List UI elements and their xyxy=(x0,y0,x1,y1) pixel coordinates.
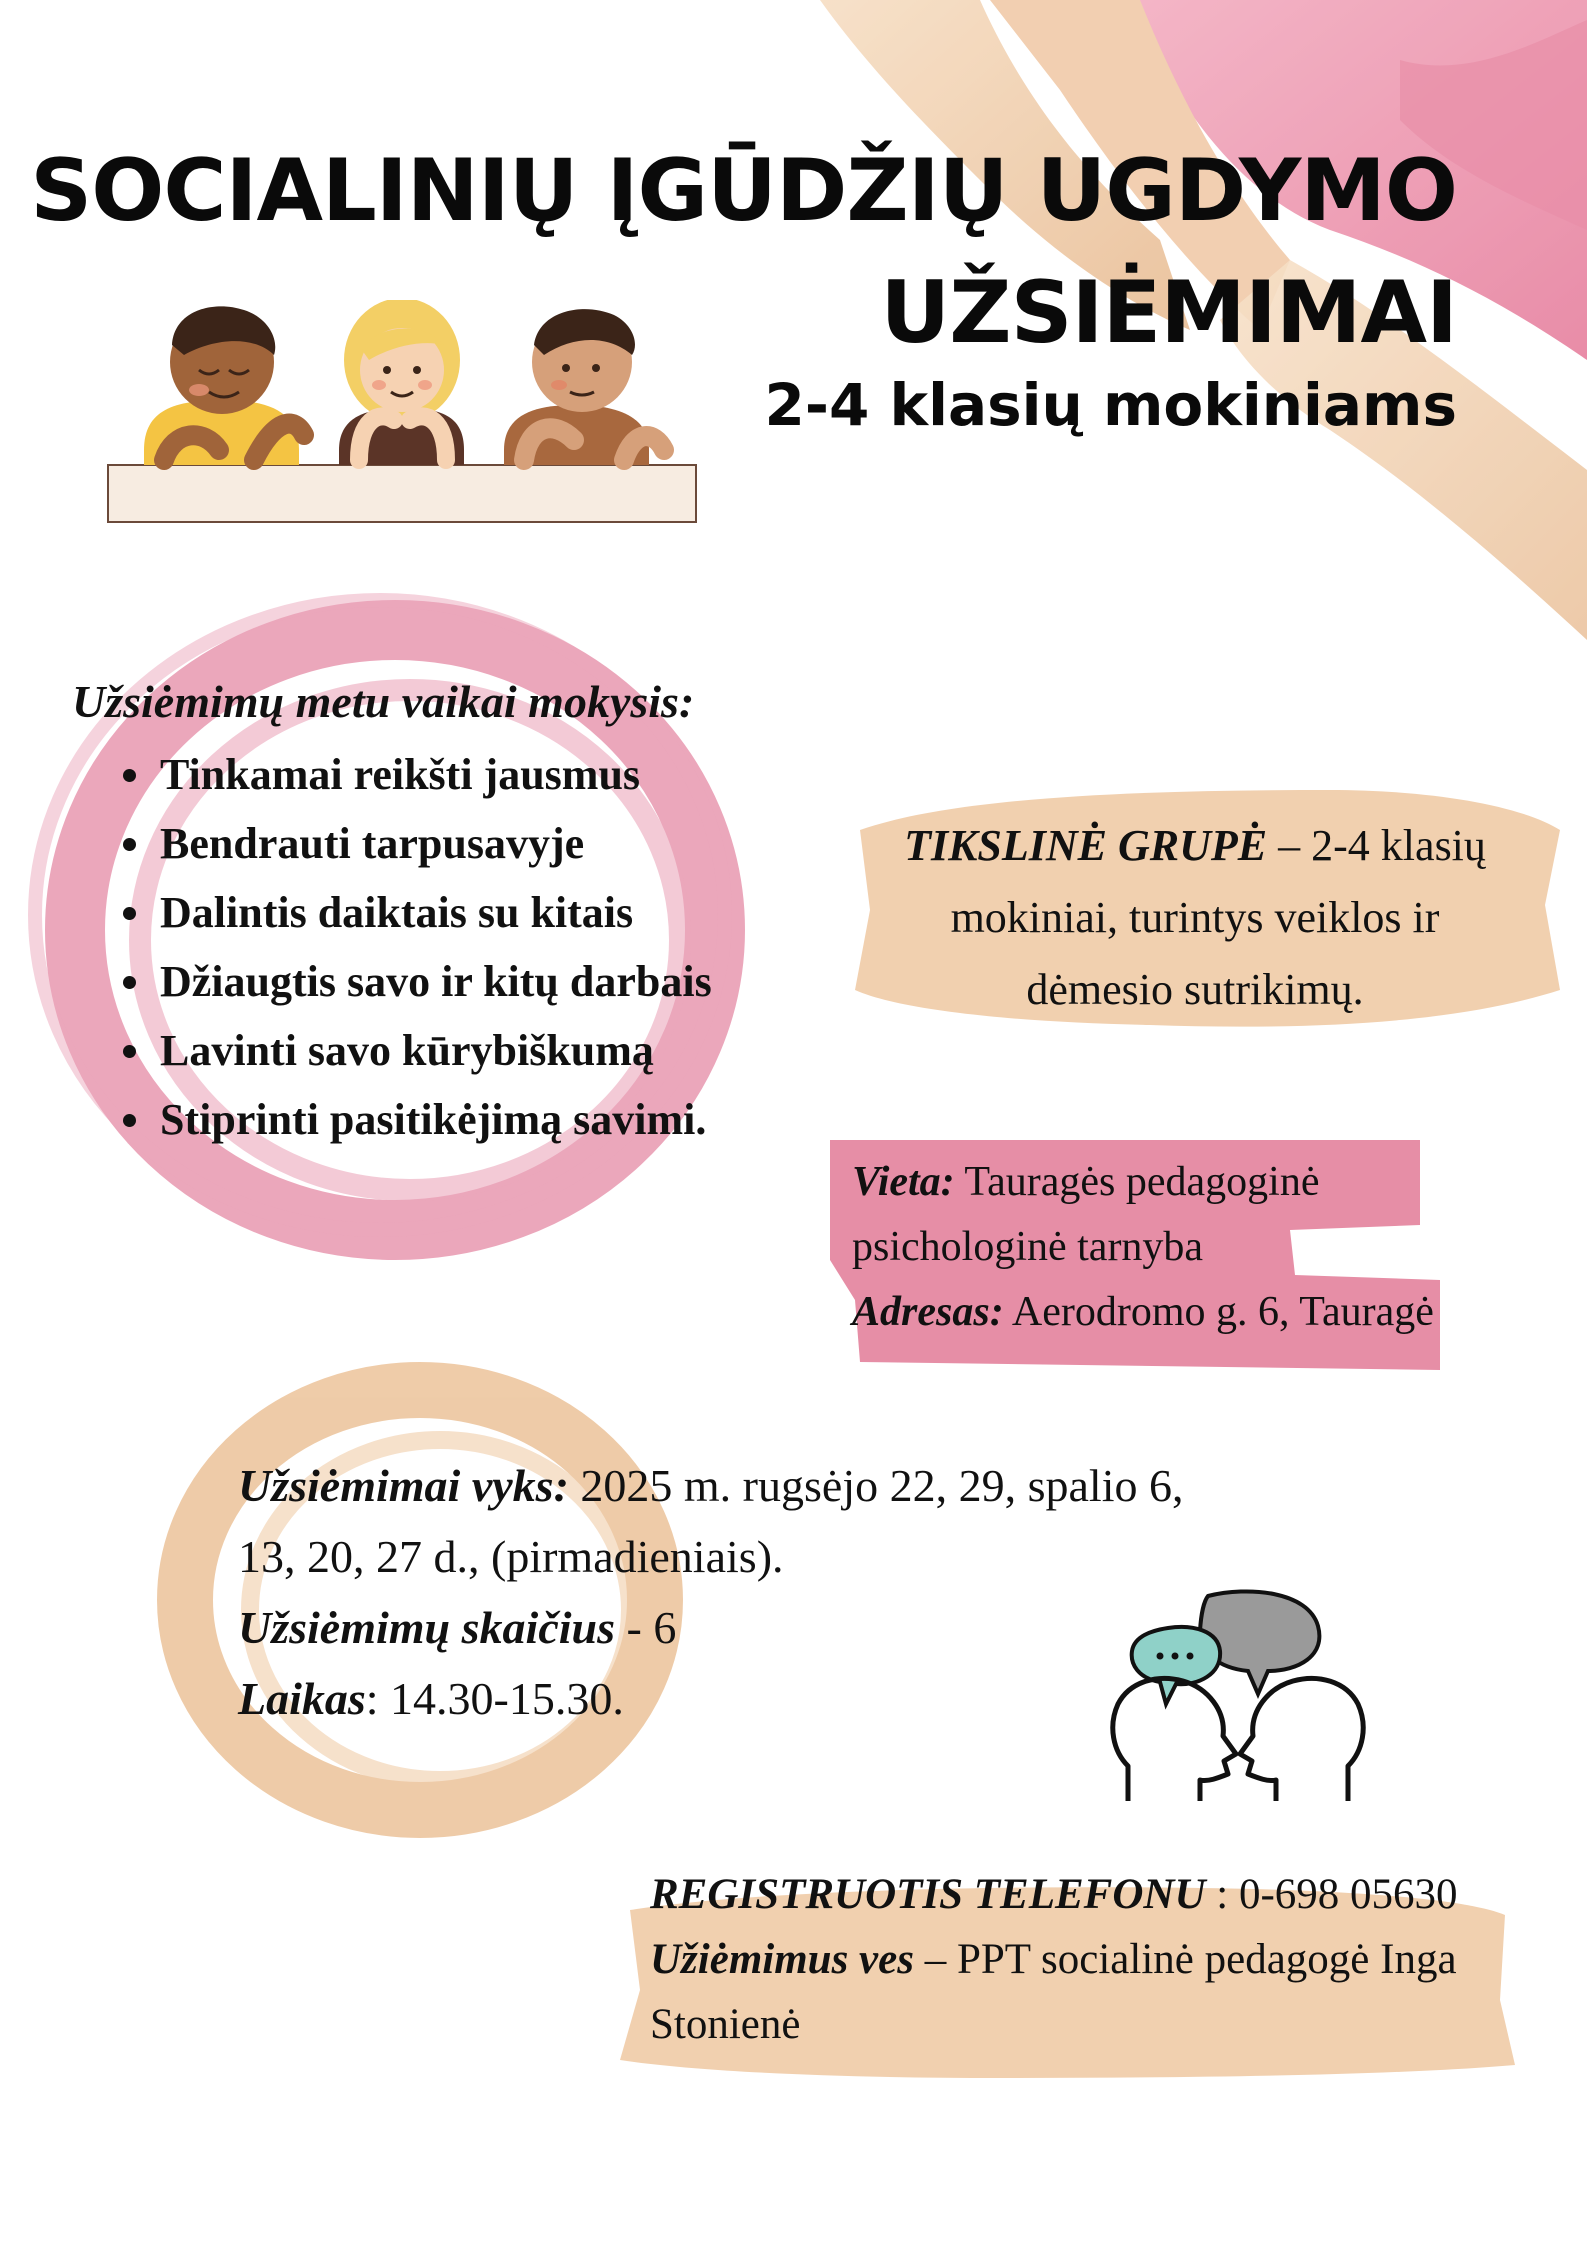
learn-heading: Užsiėmimų metu vaikai mokysis: xyxy=(72,676,695,727)
list-item: • Dalintis daiktais su kitais xyxy=(156,878,712,947)
target-group-label: TIKSLINĖ GRUPĖ xyxy=(904,821,1268,870)
time-line xyxy=(238,1663,1218,1734)
list-item: • Džiaugtis savo ir kitų darbais xyxy=(156,947,712,1016)
list-item: • Stiprinti pasitikėjimą savimi. xyxy=(156,1085,712,1154)
address-value: Aerodromo g. 6, Tauragė xyxy=(1003,1289,1434,1335)
page-subtitle: 2-4 klasių mokiniams xyxy=(764,371,1457,439)
list-item: • Bendrauti tarpusavyje xyxy=(156,809,712,878)
title-line-2: UŽSIĖMIMAI xyxy=(880,263,1457,363)
count-line xyxy=(238,1592,1218,1663)
phone-value: : 0-698 05630 xyxy=(1205,1871,1458,1918)
schedule-info xyxy=(238,1450,1218,1734)
title-line-1: SOCIALINIŲ ĮGŪDŽIŲ UGDYMO xyxy=(30,141,1457,241)
address-line xyxy=(852,1280,1532,1345)
lead-label: Užiėmimus ves xyxy=(650,1936,914,1983)
place-label: Vieta: xyxy=(852,1159,955,1205)
time-label: Laikas xyxy=(238,1673,366,1724)
page-title xyxy=(7,130,1457,374)
place-info xyxy=(852,1150,1532,1345)
phone-line xyxy=(650,1862,1550,1927)
list-item: • Lavinti savo kūrybiškumą xyxy=(156,1016,712,1085)
list-item: • Tinkamai reikšti jausmus xyxy=(156,740,712,809)
registration-info xyxy=(650,1862,1550,2057)
dates-label: Užsiėmimai vyks: xyxy=(238,1460,569,1511)
lead-line xyxy=(650,1927,1550,2057)
address-label: Adresas: xyxy=(852,1289,1004,1335)
place-line xyxy=(852,1150,1532,1280)
lead-value: – PPT socialinė pedagogė Inga Stonienė xyxy=(650,1936,1457,2048)
dates-line xyxy=(238,1450,1218,1592)
place-value: Tauragės pedagoginė psichologinė tarnyba xyxy=(852,1159,1320,1270)
dates-value: 2025 m. rugsėjo 22, 29, spalio 6, 13, 20, 27 d., (pirmadieniais). xyxy=(238,1460,1184,1582)
learn-list xyxy=(110,740,712,1154)
target-group xyxy=(880,810,1510,1026)
conversation-heads-icon xyxy=(1108,1586,1368,1806)
count-value: - 6 xyxy=(615,1602,677,1653)
time-value: : 14.30-15.30. xyxy=(365,1673,624,1724)
phone-label: REGISTRUOTIS TELEFONU xyxy=(650,1871,1206,1918)
count-label: Užsiėmimų skaičius xyxy=(238,1602,616,1653)
target-group-text: – 2-4 klasių mokiniai, turintys veiklos ir dėmesio sutrikimų. xyxy=(950,821,1486,1014)
